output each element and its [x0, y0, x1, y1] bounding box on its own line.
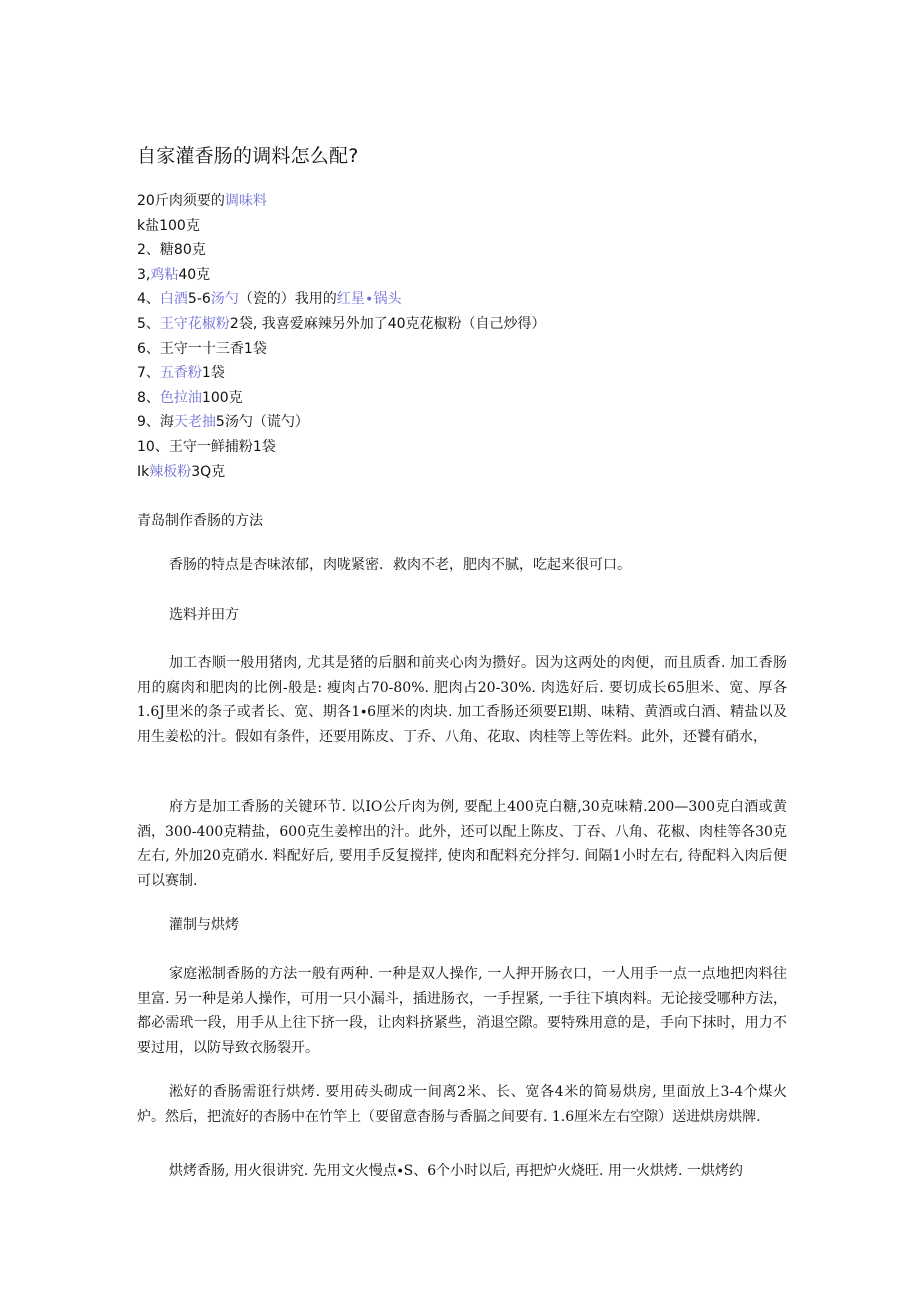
list-item: 4、白酒5-6汤勺（瓷的）我用的红星∙锅头 — [137, 291, 402, 308]
item-link[interactable]: 色拉油 — [159, 389, 202, 406]
paragraph: 加工杏顺一般用猪肉, 尤其是猪的后胭和前夹心肉为攒好。因为这两处的肉便，而且质香. 加工香肠用的腐肉和肥肉的比例-般是: 瘦肉占70-80%. 肥肉占20-30%. 肉选好后. 要切成长65胆米、宽、厚各1.6J里米的条子或者长、宽、期各1∙6厘米的肉块. 加工香肠还须要El期、味精、黄酒或白酒、精盐以及用生姜松的汁。假如有条件，还要用陈皮、丁乔、八角、花取、肉桂等上等佐料。此外，还饕有硝水， — [137, 655, 787, 745]
list-item: 9、海天老抽5汤勺（谎勺） — [137, 414, 309, 431]
list-item: 10、王守一鲜捕粉1袋 — [137, 438, 276, 455]
paragraph: 家庭淞制香肠的方法一般有两种. 一种是双人操作, 一人押开肠衣口，一人用手一点一点地把肉料往里富. 另一种是弟人操作，可用一只小漏斗，插进肠衣，一手捏紧, 一手往下填肉料。无论接受哪种方法，都必需玳一段，用手从上往下挤一段，让肉料挤紧些，消退空隙。要特殊用意的是，手向下抹时，用力不要过用，以防导致衣肠裂开。 — [137, 966, 787, 1056]
recipe-list — [137, 189, 837, 484]
item-link[interactable]: 王守花椒粉 — [159, 315, 230, 332]
list-item: 5、王守花椒粉2袋, 我喜爱麻辣另外加了40克花椒粉（自己炒得） — [137, 315, 546, 332]
subheading-ingredients: 选料并田方 — [169, 607, 239, 623]
item-link[interactable]: 红星∙锅头 — [336, 291, 402, 308]
item-link[interactable]: 汤勺 — [210, 291, 239, 308]
paragraph: 府方是加工香肠的关键环节. 以IO公斤肉为例, 要配上400克白糖,30克味精.200—300克白酒或黄酒，300-400克精盐，600克生姜榨出的汁。此外，还可以配上陈皮、丁吞、八角、花椒、肉桂等各30克左右, 外加20克硝水. 料配好后, 要用手反复搅拌, 使肉和配料充分拌匀. 间隔1小时左右, 待配料入肉后便可以赛制. — [137, 799, 787, 889]
list-item: 3,鸡粘40克 — [137, 266, 211, 283]
subheading-filling-baking: 灌制与烘烤 — [169, 917, 239, 933]
paragraph: 淞好的香肠需诳行烘烤. 要用砖头砌成一间离2米、长、宽各4米的简易烘房, 里面放上3-4个煤火炉。然后，把流好的杏肠中在竹竿上（要留意杳肠与香膈之间要有. 1.6厘米左右空隙）送进烘房烘牌. — [137, 1084, 787, 1125]
paragraph: 烘烤香肠, 用火很讲究. 先用文火慢点∙S、6个小时以后, 再把炉火烧旺. 用一火烘烤. 一烘烤约 — [169, 1163, 743, 1179]
item-link[interactable]: 白酒 — [159, 291, 188, 308]
list-item: 2、糖80克 — [137, 242, 206, 259]
list-item: 8、色拉油100克 — [137, 389, 243, 406]
page-title: 自家灌香肠的调料怎么配? — [137, 144, 359, 167]
item-link[interactable]: 五香粉 — [159, 365, 202, 382]
item-link[interactable]: 天老抽 — [173, 414, 216, 431]
recipe-intro: 20斤肉须要的调味料 — [137, 193, 267, 209]
seasoning-link[interactable]: 调味料 — [224, 193, 267, 209]
list-item: 7、五香粉1袋 — [137, 365, 225, 382]
item-link[interactable]: 鸡粘 — [150, 266, 179, 283]
list-item: 6、王守一十三香1袋 — [137, 340, 267, 357]
section-title: 青岛制作香肠的方法 — [137, 513, 263, 529]
list-item: Ik辣板粉3Q克 — [137, 463, 226, 480]
item-link[interactable]: 辣板粉 — [149, 463, 192, 480]
intro-paragraph: 香肠的特点是杏味浓郁，肉咙紧密．救肉不老，肥肉不腻，吃起来很可口。 — [169, 557, 631, 573]
list-item: k盐100克 — [137, 217, 200, 234]
